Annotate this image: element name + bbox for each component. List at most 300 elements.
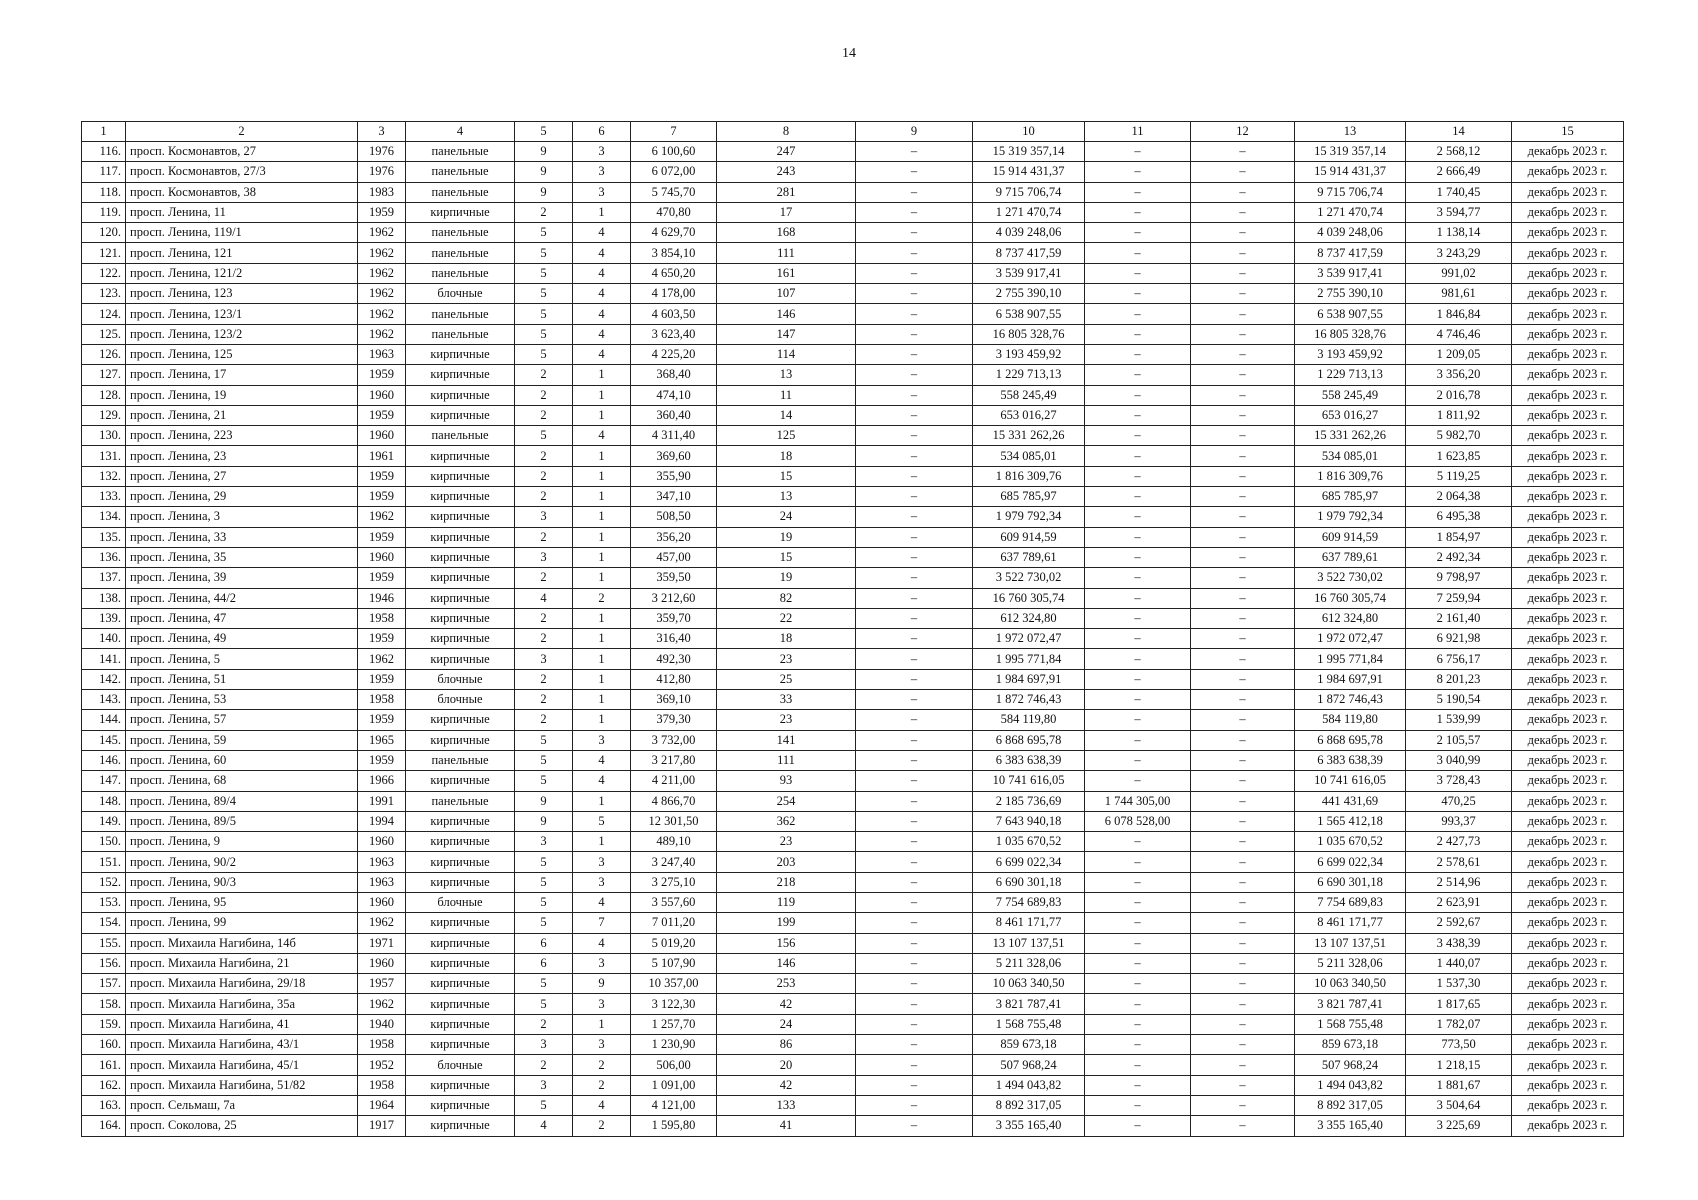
address-cell: просп. Ленина, 90/2 xyxy=(126,852,358,872)
year-built-cell: 1960 xyxy=(358,953,406,973)
value-col-10-cell: 8 461 171,77 xyxy=(973,913,1085,933)
entrances-cell: 2 xyxy=(573,1075,631,1095)
floors-cell: 2 xyxy=(515,202,573,222)
deadline-cell: декабрь 2023 г. xyxy=(1512,466,1624,486)
value-col-10-cell: 2 185 736,69 xyxy=(973,791,1085,811)
residents-cell: 23 xyxy=(717,649,856,669)
entrances-cell: 4 xyxy=(573,284,631,304)
row-number-cell: 149. xyxy=(82,811,126,831)
year-built-cell: 1962 xyxy=(358,263,406,283)
value-col-12-cell: – xyxy=(1191,568,1295,588)
value-col-14-cell: 4 746,46 xyxy=(1406,324,1512,344)
table-row xyxy=(82,284,1624,304)
value-col-12-cell: – xyxy=(1191,852,1295,872)
registry-table xyxy=(81,121,1624,1137)
address-cell: просп. Ленина, 35 xyxy=(126,547,358,567)
entrances-cell: 4 xyxy=(573,426,631,446)
entrances-cell: 2 xyxy=(573,1055,631,1075)
floors-cell: 2 xyxy=(515,669,573,689)
value-col-14-cell: 1 846,84 xyxy=(1406,304,1512,324)
address-cell: просп. Ленина, 39 xyxy=(126,568,358,588)
value-col-9-cell: – xyxy=(856,487,973,507)
row-number-cell: 164. xyxy=(82,1116,126,1136)
value-col-9-cell: – xyxy=(856,953,973,973)
area-cell: 470,80 xyxy=(631,202,717,222)
floors-cell: 5 xyxy=(515,974,573,994)
year-built-cell: 1958 xyxy=(358,690,406,710)
year-built-cell: 1994 xyxy=(358,811,406,831)
row-number-cell: 122. xyxy=(82,263,126,283)
value-col-11-cell: – xyxy=(1085,690,1191,710)
value-col-13-cell: 6 690 301,18 xyxy=(1295,872,1406,892)
entrances-cell: 1 xyxy=(573,568,631,588)
deadline-cell: декабрь 2023 г. xyxy=(1512,202,1624,222)
row-number-cell: 133. xyxy=(82,487,126,507)
floors-cell: 9 xyxy=(515,142,573,162)
row-number-cell: 162. xyxy=(82,1075,126,1095)
entrances-cell: 1 xyxy=(573,649,631,669)
value-col-10-cell: 6 383 638,39 xyxy=(973,750,1085,770)
floors-cell: 5 xyxy=(515,263,573,283)
floors-cell: 5 xyxy=(515,913,573,933)
residents-cell: 146 xyxy=(717,304,856,324)
address-cell: просп. Ленина, 119/1 xyxy=(126,223,358,243)
row-number-cell: 159. xyxy=(82,1014,126,1034)
residents-cell: 23 xyxy=(717,710,856,730)
value-col-14-cell: 2 427,73 xyxy=(1406,832,1512,852)
address-cell: просп. Соколова, 25 xyxy=(126,1116,358,1136)
value-col-9-cell: – xyxy=(856,690,973,710)
deadline-cell: декабрь 2023 г. xyxy=(1512,771,1624,791)
value-col-11-cell: – xyxy=(1085,243,1191,263)
residents-cell: 33 xyxy=(717,690,856,710)
value-col-13-cell: 6 538 907,55 xyxy=(1295,304,1406,324)
value-col-10-cell: 2 755 390,10 xyxy=(973,284,1085,304)
deadline-cell: декабрь 2023 г. xyxy=(1512,162,1624,182)
value-col-13-cell: 685 785,97 xyxy=(1295,487,1406,507)
value-col-12-cell: – xyxy=(1191,1055,1295,1075)
row-number-cell: 120. xyxy=(82,223,126,243)
address-cell: просп. Ленина, 99 xyxy=(126,913,358,933)
row-number-cell: 130. xyxy=(82,426,126,446)
entrances-cell: 1 xyxy=(573,365,631,385)
floors-cell: 2 xyxy=(515,405,573,425)
value-col-10-cell: 1 979 792,34 xyxy=(973,507,1085,527)
deadline-cell: декабрь 2023 г. xyxy=(1512,1055,1624,1075)
column-number: 2 xyxy=(126,122,358,142)
table-row xyxy=(82,365,1624,385)
address-cell: просп. Ленина, 27 xyxy=(126,466,358,486)
value-col-13-cell: 3 821 787,41 xyxy=(1295,994,1406,1014)
entrances-cell: 4 xyxy=(573,771,631,791)
residents-cell: 161 xyxy=(717,263,856,283)
row-number-cell: 140. xyxy=(82,629,126,649)
entrances-cell: 3 xyxy=(573,142,631,162)
value-col-9-cell: – xyxy=(856,1035,973,1055)
value-col-12-cell: – xyxy=(1191,690,1295,710)
wall-material-cell: кирпичные xyxy=(406,1116,515,1136)
value-col-10-cell: 8 737 417,59 xyxy=(973,243,1085,263)
value-col-9-cell: – xyxy=(856,974,973,994)
address-cell: просп. Ленина, 47 xyxy=(126,608,358,628)
value-col-11-cell: – xyxy=(1085,832,1191,852)
floors-cell: 3 xyxy=(515,507,573,527)
value-col-12-cell: – xyxy=(1191,953,1295,973)
value-col-14-cell: 1 138,14 xyxy=(1406,223,1512,243)
year-built-cell: 1983 xyxy=(358,182,406,202)
value-col-11-cell: – xyxy=(1085,466,1191,486)
value-col-13-cell: 8 892 317,05 xyxy=(1295,1095,1406,1115)
entrances-cell: 4 xyxy=(573,933,631,953)
value-col-10-cell: 685 785,97 xyxy=(973,487,1085,507)
value-col-9-cell: – xyxy=(856,649,973,669)
area-cell: 7 011,20 xyxy=(631,913,717,933)
wall-material-cell: блочные xyxy=(406,690,515,710)
value-col-9-cell: – xyxy=(856,1116,973,1136)
table-row xyxy=(82,953,1624,973)
value-col-10-cell: 859 673,18 xyxy=(973,1035,1085,1055)
year-built-cell: 1962 xyxy=(358,243,406,263)
wall-material-cell: кирпичные xyxy=(406,1075,515,1095)
value-col-10-cell: 558 245,49 xyxy=(973,385,1085,405)
deadline-cell: декабрь 2023 г. xyxy=(1512,933,1624,953)
area-cell: 1 595,80 xyxy=(631,1116,717,1136)
deadline-cell: декабрь 2023 г. xyxy=(1512,223,1624,243)
value-col-13-cell: 15 914 431,37 xyxy=(1295,162,1406,182)
value-col-11-cell: – xyxy=(1085,913,1191,933)
value-col-14-cell: 6 921,98 xyxy=(1406,629,1512,649)
address-cell: просп. Ленина, 123 xyxy=(126,284,358,304)
value-col-10-cell: 3 193 459,92 xyxy=(973,344,1085,364)
address-cell: просп. Ленина, 90/3 xyxy=(126,872,358,892)
value-col-10-cell: 6 690 301,18 xyxy=(973,872,1085,892)
value-col-12-cell: – xyxy=(1191,750,1295,770)
value-col-9-cell: – xyxy=(856,324,973,344)
entrances-cell: 1 xyxy=(573,791,631,811)
entrances-cell: 1 xyxy=(573,202,631,222)
value-col-12-cell: – xyxy=(1191,487,1295,507)
deadline-cell: декабрь 2023 г. xyxy=(1512,405,1624,425)
wall-material-cell: кирпичные xyxy=(406,507,515,527)
value-col-12-cell: – xyxy=(1191,446,1295,466)
value-col-9-cell: – xyxy=(856,588,973,608)
area-cell: 4 650,20 xyxy=(631,263,717,283)
value-col-11-cell: – xyxy=(1085,263,1191,283)
table-header xyxy=(82,122,1624,142)
entrances-cell: 3 xyxy=(573,162,631,182)
wall-material-cell: кирпичные xyxy=(406,872,515,892)
residents-cell: 114 xyxy=(717,344,856,364)
address-cell: просп. Космонавтов, 27/3 xyxy=(126,162,358,182)
residents-cell: 253 xyxy=(717,974,856,994)
address-cell: просп. Сельмаш, 7а xyxy=(126,1095,358,1115)
residents-cell: 133 xyxy=(717,1095,856,1115)
value-col-10-cell: 3 355 165,40 xyxy=(973,1116,1085,1136)
entrances-cell: 4 xyxy=(573,243,631,263)
row-number-cell: 131. xyxy=(82,446,126,466)
value-col-12-cell: – xyxy=(1191,710,1295,730)
address-cell: просп. Ленина, 60 xyxy=(126,750,358,770)
deadline-cell: декабрь 2023 г. xyxy=(1512,547,1624,567)
wall-material-cell: кирпичные xyxy=(406,608,515,628)
table-row xyxy=(82,710,1624,730)
residents-cell: 18 xyxy=(717,629,856,649)
value-col-14-cell: 3 504,64 xyxy=(1406,1095,1512,1115)
value-col-13-cell: 534 085,01 xyxy=(1295,446,1406,466)
value-col-9-cell: – xyxy=(856,832,973,852)
area-cell: 3 557,60 xyxy=(631,892,717,912)
deadline-cell: декабрь 2023 г. xyxy=(1512,243,1624,263)
value-col-13-cell: 10 063 340,50 xyxy=(1295,974,1406,994)
table-row xyxy=(82,1095,1624,1115)
deadline-cell: декабрь 2023 г. xyxy=(1512,913,1624,933)
row-number-cell: 121. xyxy=(82,243,126,263)
table-row xyxy=(82,446,1624,466)
year-built-cell: 1962 xyxy=(358,649,406,669)
deadline-cell: декабрь 2023 г. xyxy=(1512,142,1624,162)
area-cell: 6 072,00 xyxy=(631,162,717,182)
year-built-cell: 1966 xyxy=(358,771,406,791)
value-col-10-cell: 6 868 695,78 xyxy=(973,730,1085,750)
column-number: 9 xyxy=(856,122,973,142)
deadline-cell: декабрь 2023 г. xyxy=(1512,446,1624,466)
deadline-cell: декабрь 2023 г. xyxy=(1512,953,1624,973)
floors-cell: 5 xyxy=(515,284,573,304)
row-number-cell: 155. xyxy=(82,933,126,953)
value-col-12-cell: – xyxy=(1191,994,1295,1014)
residents-cell: 24 xyxy=(717,507,856,527)
value-col-11-cell: – xyxy=(1085,568,1191,588)
wall-material-cell: кирпичные xyxy=(406,527,515,547)
floors-cell: 9 xyxy=(515,162,573,182)
entrances-cell: 1 xyxy=(573,507,631,527)
value-col-9-cell: – xyxy=(856,162,973,182)
year-built-cell: 1959 xyxy=(358,487,406,507)
value-col-14-cell: 1 218,15 xyxy=(1406,1055,1512,1075)
entrances-cell: 4 xyxy=(573,223,631,243)
column-number: 13 xyxy=(1295,122,1406,142)
value-col-14-cell: 9 798,97 xyxy=(1406,568,1512,588)
floors-cell: 3 xyxy=(515,547,573,567)
year-built-cell: 1960 xyxy=(358,832,406,852)
column-number: 11 xyxy=(1085,122,1191,142)
value-col-14-cell: 2 514,96 xyxy=(1406,872,1512,892)
area-cell: 3 212,60 xyxy=(631,588,717,608)
value-col-14-cell: 2 064,38 xyxy=(1406,487,1512,507)
value-col-14-cell: 7 259,94 xyxy=(1406,588,1512,608)
area-cell: 1 091,00 xyxy=(631,1075,717,1095)
value-col-13-cell: 1 229 713,13 xyxy=(1295,365,1406,385)
year-built-cell: 1959 xyxy=(358,750,406,770)
residents-cell: 19 xyxy=(717,568,856,588)
value-col-12-cell: – xyxy=(1191,365,1295,385)
wall-material-cell: панельные xyxy=(406,243,515,263)
year-built-cell: 1961 xyxy=(358,446,406,466)
row-number-cell: 127. xyxy=(82,365,126,385)
value-col-11-cell: – xyxy=(1085,872,1191,892)
value-col-9-cell: – xyxy=(856,243,973,263)
row-number-cell: 136. xyxy=(82,547,126,567)
value-col-11-cell: – xyxy=(1085,933,1191,953)
value-col-13-cell: 1 984 697,91 xyxy=(1295,669,1406,689)
table-row xyxy=(82,1116,1624,1136)
deadline-cell: декабрь 2023 г. xyxy=(1512,791,1624,811)
value-col-13-cell: 1 972 072,47 xyxy=(1295,629,1406,649)
column-number: 5 xyxy=(515,122,573,142)
value-col-13-cell: 6 868 695,78 xyxy=(1295,730,1406,750)
area-cell: 3 623,40 xyxy=(631,324,717,344)
table-row xyxy=(82,690,1624,710)
year-built-cell: 1958 xyxy=(358,608,406,628)
deadline-cell: декабрь 2023 г. xyxy=(1512,263,1624,283)
wall-material-cell: кирпичные xyxy=(406,202,515,222)
value-col-11-cell: – xyxy=(1085,771,1191,791)
entrances-cell: 3 xyxy=(573,182,631,202)
value-col-10-cell: 4 039 248,06 xyxy=(973,223,1085,243)
deadline-cell: декабрь 2023 г. xyxy=(1512,1116,1624,1136)
value-col-10-cell: 1 035 670,52 xyxy=(973,832,1085,852)
value-col-11-cell: – xyxy=(1085,385,1191,405)
wall-material-cell: панельные xyxy=(406,324,515,344)
entrances-cell: 4 xyxy=(573,304,631,324)
row-number-cell: 157. xyxy=(82,974,126,994)
value-col-9-cell: – xyxy=(856,446,973,466)
value-col-14-cell: 470,25 xyxy=(1406,791,1512,811)
table-row xyxy=(82,608,1624,628)
table-row xyxy=(82,223,1624,243)
deadline-cell: декабрь 2023 г. xyxy=(1512,1014,1624,1034)
table-row xyxy=(82,344,1624,364)
table-row xyxy=(82,202,1624,222)
value-col-11-cell: – xyxy=(1085,487,1191,507)
row-number-cell: 163. xyxy=(82,1095,126,1115)
address-cell: просп. Ленина, 29 xyxy=(126,487,358,507)
value-col-11-cell: – xyxy=(1085,852,1191,872)
year-built-cell: 1962 xyxy=(358,304,406,324)
value-col-13-cell: 13 107 137,51 xyxy=(1295,933,1406,953)
year-built-cell: 1959 xyxy=(358,669,406,689)
value-col-13-cell: 10 741 616,05 xyxy=(1295,771,1406,791)
value-col-9-cell: – xyxy=(856,466,973,486)
value-col-12-cell: – xyxy=(1191,243,1295,263)
area-cell: 5 019,20 xyxy=(631,933,717,953)
value-col-11-cell: – xyxy=(1085,994,1191,1014)
entrances-cell: 1 xyxy=(573,487,631,507)
wall-material-cell: панельные xyxy=(406,426,515,446)
floors-cell: 6 xyxy=(515,953,573,973)
area-cell: 457,00 xyxy=(631,547,717,567)
value-col-14-cell: 1 854,97 xyxy=(1406,527,1512,547)
year-built-cell: 1962 xyxy=(358,994,406,1014)
area-cell: 4 603,50 xyxy=(631,304,717,324)
value-col-14-cell: 1 881,67 xyxy=(1406,1075,1512,1095)
deadline-cell: декабрь 2023 г. xyxy=(1512,669,1624,689)
table-body xyxy=(82,142,1624,1137)
row-number-cell: 124. xyxy=(82,304,126,324)
entrances-cell: 1 xyxy=(573,669,631,689)
value-col-11-cell: – xyxy=(1085,730,1191,750)
deadline-cell: декабрь 2023 г. xyxy=(1512,568,1624,588)
row-number-cell: 132. xyxy=(82,466,126,486)
value-col-14-cell: 1 740,45 xyxy=(1406,182,1512,202)
value-col-14-cell: 1 623,85 xyxy=(1406,446,1512,466)
residents-cell: 86 xyxy=(717,1035,856,1055)
column-number: 4 xyxy=(406,122,515,142)
entrances-cell: 3 xyxy=(573,994,631,1014)
address-cell: просп. Космонавтов, 27 xyxy=(126,142,358,162)
table-row xyxy=(82,547,1624,567)
deadline-cell: декабрь 2023 г. xyxy=(1512,750,1624,770)
row-number-cell: 147. xyxy=(82,771,126,791)
row-number-cell: 148. xyxy=(82,791,126,811)
year-built-cell: 1962 xyxy=(358,324,406,344)
value-col-10-cell: 1 816 309,76 xyxy=(973,466,1085,486)
value-col-11-cell: – xyxy=(1085,750,1191,770)
row-number-cell: 135. xyxy=(82,527,126,547)
area-cell: 347,10 xyxy=(631,487,717,507)
value-col-10-cell: 653 016,27 xyxy=(973,405,1085,425)
area-cell: 508,50 xyxy=(631,507,717,527)
area-cell: 359,50 xyxy=(631,568,717,588)
year-built-cell: 1965 xyxy=(358,730,406,750)
residents-cell: 19 xyxy=(717,527,856,547)
deadline-cell: декабрь 2023 г. xyxy=(1512,608,1624,628)
value-col-12-cell: – xyxy=(1191,405,1295,425)
value-col-12-cell: – xyxy=(1191,182,1295,202)
table-row xyxy=(82,892,1624,912)
value-col-9-cell: – xyxy=(856,669,973,689)
value-col-12-cell: – xyxy=(1191,426,1295,446)
residents-cell: 168 xyxy=(717,223,856,243)
deadline-cell: декабрь 2023 г. xyxy=(1512,426,1624,446)
column-number: 12 xyxy=(1191,122,1295,142)
value-col-14-cell: 3 728,43 xyxy=(1406,771,1512,791)
value-col-9-cell: – xyxy=(856,426,973,446)
value-col-13-cell: 15 319 357,14 xyxy=(1295,142,1406,162)
value-col-10-cell: 507 968,24 xyxy=(973,1055,1085,1075)
deadline-cell: декабрь 2023 г. xyxy=(1512,892,1624,912)
value-col-12-cell: – xyxy=(1191,608,1295,628)
value-col-13-cell: 5 211 328,06 xyxy=(1295,953,1406,973)
value-col-13-cell: 4 039 248,06 xyxy=(1295,223,1406,243)
row-number-cell: 125. xyxy=(82,324,126,344)
address-cell: просп. Ленина, 3 xyxy=(126,507,358,527)
row-number-cell: 146. xyxy=(82,750,126,770)
residents-cell: 125 xyxy=(717,426,856,446)
table-row xyxy=(82,872,1624,892)
area-cell: 4 629,70 xyxy=(631,223,717,243)
address-cell: просп. Ленина, 9 xyxy=(126,832,358,852)
wall-material-cell: кирпичные xyxy=(406,974,515,994)
area-cell: 492,30 xyxy=(631,649,717,669)
row-number-cell: 161. xyxy=(82,1055,126,1075)
value-col-10-cell: 1 271 470,74 xyxy=(973,202,1085,222)
value-col-13-cell: 1 565 412,18 xyxy=(1295,811,1406,831)
value-col-13-cell: 8 461 171,77 xyxy=(1295,913,1406,933)
wall-material-cell: кирпичные xyxy=(406,547,515,567)
floors-cell: 5 xyxy=(515,1095,573,1115)
table-row xyxy=(82,791,1624,811)
wall-material-cell: блочные xyxy=(406,669,515,689)
row-number-cell: 123. xyxy=(82,284,126,304)
wall-material-cell: кирпичные xyxy=(406,771,515,791)
area-cell: 3 122,30 xyxy=(631,994,717,1014)
value-col-12-cell: – xyxy=(1191,162,1295,182)
deadline-cell: декабрь 2023 г. xyxy=(1512,629,1624,649)
row-number-cell: 143. xyxy=(82,690,126,710)
residents-cell: 218 xyxy=(717,872,856,892)
area-cell: 5 745,70 xyxy=(631,182,717,202)
